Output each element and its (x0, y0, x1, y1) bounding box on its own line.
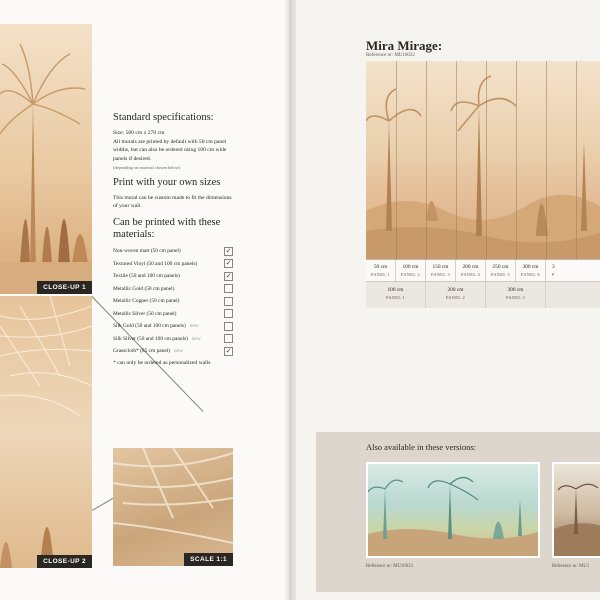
panel-cell: 200 cm PANEL 2 (426, 282, 486, 308)
material-checkbox (224, 284, 233, 293)
material-checkbox (224, 334, 233, 343)
specs-heading: Standard specifications: (113, 112, 214, 123)
panel-cell (546, 282, 600, 308)
mural-image (366, 61, 600, 259)
panel-divider (396, 61, 397, 259)
mural-illustration (366, 61, 600, 259)
closeup-1-label: CLOSE-UP 1 (37, 281, 92, 294)
version-2-reference: Reference nr: MU1 (552, 564, 590, 569)
texture-detail (113, 448, 233, 566)
material-item: Metallic Silver (50 cm panel) (113, 307, 233, 320)
panel-cell: 300 cm PANEL 3 (486, 282, 546, 308)
custom-size-text: This mural can be custom made to fit the dimensions of your wall. (113, 194, 232, 210)
panel-cell: 150 cm PANEL 3 (426, 260, 456, 281)
panel-divider (456, 61, 457, 259)
panel-divider (546, 61, 547, 259)
material-checkbox: ✓ (225, 346, 232, 355)
versions-heading: Also available in these versions: (366, 442, 477, 452)
materials-heading: Can be printed with these materials: (113, 216, 221, 240)
material-item: Non-woven matt (50 cm panel) ✓ (113, 246, 232, 255)
version-teal-image[interactable] (366, 462, 540, 558)
material-item: Silk Gold (50 and 100 cm panels) new (113, 320, 233, 333)
specifications (113, 112, 233, 368)
leaf-illustration (0, 296, 92, 568)
material-item: Metallic Copper (50 cm panel) (113, 295, 233, 308)
closeup-2-image (0, 296, 92, 568)
material-checkbox (224, 322, 233, 331)
panel-row-100cm (366, 282, 600, 308)
closeup-1-image (0, 24, 92, 294)
version-illustration (368, 464, 538, 556)
version-illustration (554, 464, 600, 556)
material-checkbox: ✓ (225, 246, 232, 255)
palm-illustration (0, 24, 92, 294)
panel-divider (576, 61, 577, 259)
specs-size: Size: 500 cm x 270 cm (113, 130, 165, 136)
version-1-reference: Reference nr: MU16033 (366, 564, 413, 569)
material-checkbox: ✓ (225, 259, 232, 268)
material-item: Metallic Gold (50 cm panel) (113, 282, 233, 295)
material-item: Grasscloth* (85 cm panel) new ✓ (113, 346, 232, 355)
panel-cell: 200 cm PANEL 4 (456, 260, 486, 281)
panel-cell: 250 cm PANEL 5 (486, 260, 516, 281)
version-sepia-image[interactable] (552, 462, 600, 558)
material-checkbox: ✓ (225, 271, 232, 280)
specs-panels-note: (depending on material chosen below) (113, 164, 181, 170)
material-checkbox (224, 297, 233, 306)
material-item: Silk Silver (50 and 100 cm panels) new (113, 332, 233, 345)
closeup-2-label: CLOSE-UP 2 (37, 555, 92, 568)
material-checkbox (224, 309, 233, 318)
panel-cell: 50 cm PANEL 1 (366, 260, 396, 281)
panel-row-50cm (366, 260, 600, 282)
custom-size-heading: Print with your own sizes (113, 177, 221, 189)
materials-list (113, 245, 233, 358)
panel-divider (486, 61, 487, 259)
materials-footnote: * can only be ordered as personalized walls (113, 360, 211, 367)
specs-panels: All murals are printed by default with 50 cm panel widths, but can also be ordered using 100 cm wide panels if desired. (113, 138, 227, 162)
scale-label: SCALE 1:1 (184, 553, 233, 566)
panel-size-table (366, 259, 600, 308)
panel-cell: 100 cm PANEL 2 (396, 260, 426, 281)
left-page (0, 0, 290, 600)
material-item: Textured Vinyl (50 and 100 cm panels) ✓ (113, 259, 232, 268)
panel-divider (426, 61, 427, 259)
panel-cell: 300 cm PANEL 6 (516, 260, 546, 281)
panel-cell: 100 cm PANEL 1 (366, 282, 426, 308)
scale-image (113, 448, 233, 566)
right-page (296, 0, 600, 600)
mural-reference: Reference nr: MU16032 (366, 53, 415, 58)
material-item: Textile (50 and 100 cm panels) ✓ (113, 271, 232, 280)
mural-title: Mira Mirage: (366, 38, 443, 53)
panel-divider (516, 61, 517, 259)
panel-cell: 3 P (552, 264, 555, 277)
